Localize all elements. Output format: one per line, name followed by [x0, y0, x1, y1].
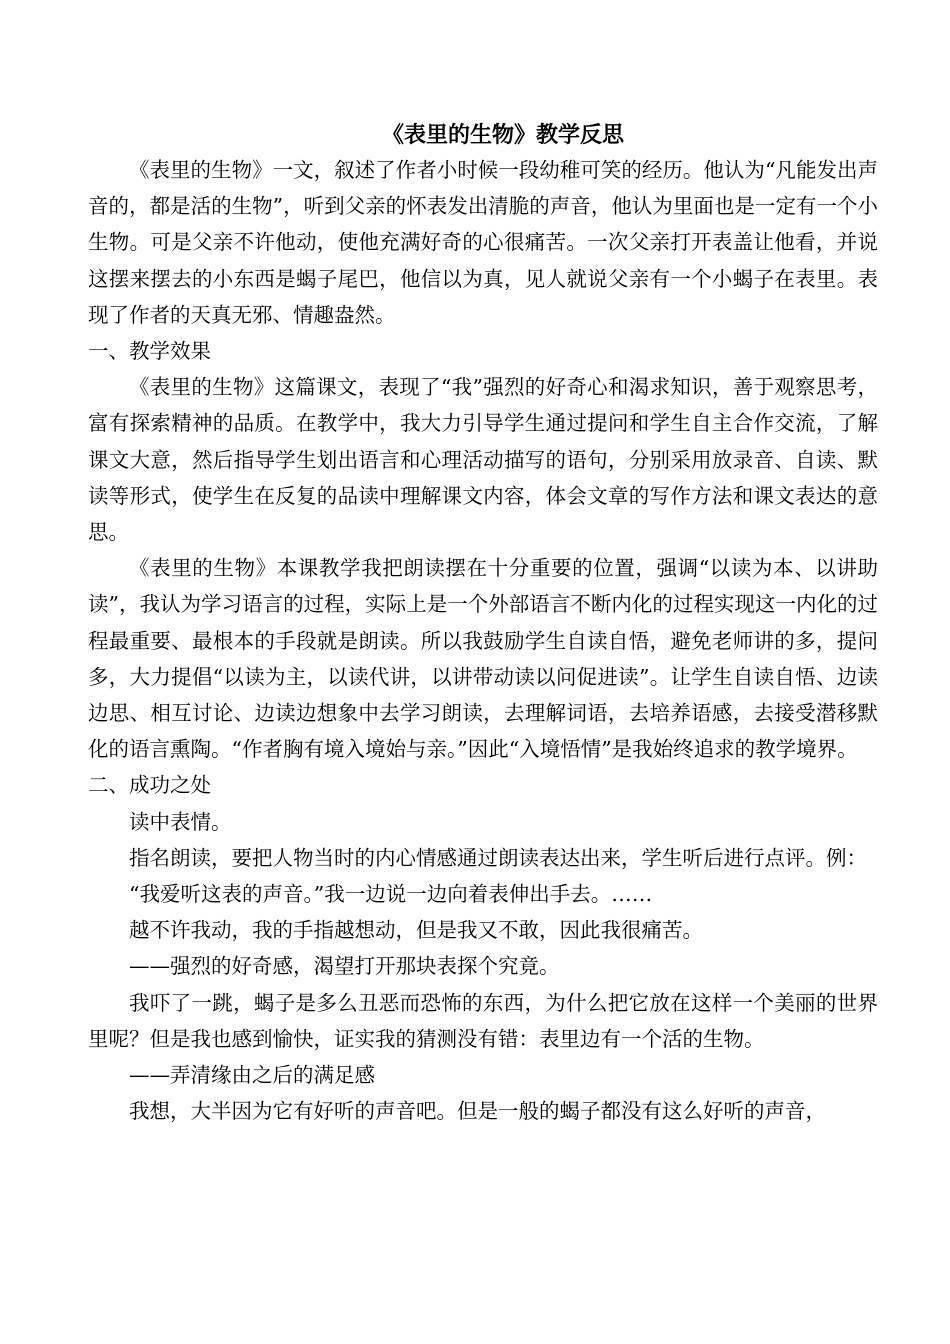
intro-paragraph: 《表里的生物》一文，叙述了作者小时候一段幼稚可笑的经历。他认为“凡能发出声音的，都是活的生物”，听到父亲的怀表发出清脆的声音，他认为里面也是一定有一个小生物。可是父亲不许他动，使他充满好奇的心很痛苦。一次父亲打开表盖让他看，并说这摆来摆去的小东西是蝎子尾巴，他信以为真，见人就说父亲有一个小蝎子在表里。表现了作者的天真无邪、情趣盎然。 [88, 158, 878, 327]
quote-paragraph-4: 我想，大半因为它有好听的声音吧。但是一般的蝎子都没有这么好听的声音， [129, 1099, 826, 1124]
comment-paragraph-2: ——弄清缘由之后的满足感 [129, 1063, 375, 1088]
teaching-effect-paragraph-2: 《表里的生物》本课教学我把朗读摆在十分重要的位置，强调“以读为本、以讲助读”，我认为学习语言的过程，实际上是一个外部语言不断内化的过程实现这一内化的过程最重要、最根本的手段就是朗读。所以我鼓励学生自读自悟，避免老师讲的多，提问多，大力提倡“以读为主，以读代讲，以讲带动读以问促进读”。让学生自读自悟、边读边思、相互讨论、边读边想象中去学习朗读，去理解词语，去培养语感，去接受潜移默化的语言熏陶。“作者胸有境入境始与亲。”因此“入境悟情”是我始终追求的教学境界。 [88, 556, 878, 762]
comment-paragraph-1: ——强烈的好奇感，渴望打开那块表探个究竟。 [129, 954, 560, 979]
successes-paragraph-2: 指名朗读，要把人物当时的内心情感通过朗读表达出来，学生听后进行点评。例： [129, 845, 867, 870]
quote-paragraph-3: 我吓了一跳，蝎子是多么丑恶而恐怖的东西，为什么把它放在这样一个美丽的世界里呢？但是我也感到愉快，证实我的猜测没有错：表里边有一个活的生物。 [88, 990, 878, 1051]
quote-paragraph-1: “我爱听这表的声音。”我一边说一边向着表伸出手去。…… [129, 882, 653, 907]
document-page [88, 118, 878, 1129]
section-heading-teaching-effect: 一、教学效果 [88, 339, 211, 364]
teaching-effect-paragraph-1: 《表里的生物》这篇课文，表现了“我”强烈的好奇心和渴求知识，善于观察思考，富有探索精神的品质。在教学中，我大力引导学生通过提问和学生自主合作交流，了解课文大意，然后指导学生划出语言和心理活动描写的语句，分别采用放录音、自读、默读等形式，使学生在反复的品读中理解课文内容，体会文章的写作方法和课文表达的意思。 [88, 375, 878, 545]
document-title: 《表里的生物》教学反思 [381, 122, 624, 148]
successes-paragraph-1: 读中表情。 [129, 809, 232, 834]
quote-paragraph-2: 越不许我动，我的手指越想动，但是我又不敢，因此我很痛苦。 [129, 918, 703, 943]
section-heading-successes: 二、成功之处 [88, 773, 211, 798]
